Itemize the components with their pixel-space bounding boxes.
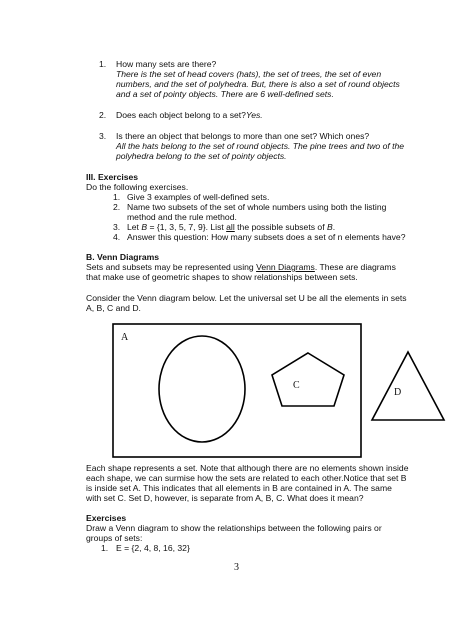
q1-question: How many sets are there? [116, 59, 217, 69]
exercise-2-text-cont: method and the rule method. [127, 212, 237, 222]
explanation-line-4: with set C. Set D, however, is separate from A, B, C. What does it mean? [86, 493, 364, 503]
exercise-3-number: 3. [113, 222, 121, 232]
venn-intro-line-2: that make use of geometric shapes to show relationships between sets. [86, 272, 358, 282]
q1-answer-line-1: There is the set of head covers (hats), the set of trees, the set of even [116, 69, 382, 79]
exercise-2-text: Name two subsets of the set of whole numbers using both the listing [127, 202, 387, 212]
exercise-1-text: Give 3 examples of well-defined sets. [127, 192, 270, 202]
set-c-pentagon [272, 353, 344, 406]
exercises-b-intro-1: Draw a Venn diagram to show the relationships between the following pairs or [86, 523, 382, 533]
q1-answer-line-3: and a set of pointy objects. There are 6 well-defined sets. [116, 89, 334, 99]
page-number: 3 [234, 562, 239, 573]
exercise-1-number: 1. [113, 192, 121, 202]
exercise-2-number: 2. [113, 202, 121, 212]
venn-intro-post: . These are diagrams [314, 262, 396, 272]
exercise-3-underlined: all [226, 222, 235, 232]
q3-number: 3. [99, 131, 107, 141]
q2-number: 2. [99, 110, 107, 120]
consider-line-1: Consider the Venn diagram below. Let the universal set U be all the elements in sets [86, 293, 407, 303]
exercises-heading: III. Exercises [86, 172, 139, 182]
venn-diagrams-term: Venn Diagrams [256, 262, 315, 272]
exercise-3-var2: B [326, 222, 333, 232]
set-a-label: A [121, 332, 129, 343]
q3-answer-line-2: polyhedra belong to the set of pointy objects. [116, 151, 287, 161]
exercise-4-text: Answer this question: How many subsets does a set of n elements have? [127, 232, 406, 242]
venn-heading: B. Venn Diagrams [86, 252, 160, 262]
set-d-triangle [372, 352, 444, 420]
explanation-line-2: each shape, we can surmise how the sets are related to each other.Notice that set B [86, 473, 407, 483]
q3-answer-line-1: All the hats belong to the set of round objects. The pine trees and two of the [116, 141, 405, 151]
exercises-b-heading: Exercises [86, 513, 127, 523]
exercise-3-end: . [332, 222, 336, 232]
set-b-circle [159, 336, 245, 442]
venn-intro-pre: Sets and subsets may be represented using [86, 262, 257, 272]
universal-set-rect [113, 324, 361, 457]
exercises-b-item-1-number: 1. [101, 543, 109, 553]
explanation-line-1: Each shape represents a set. Note that although there are no elements shown inside [86, 463, 409, 473]
exercise-3-var: B [141, 222, 148, 232]
q1-number: 1. [99, 59, 107, 69]
exercise-3-mid: = {1, 3, 5, 7, 9}. List [147, 222, 227, 232]
exercises-b-intro-2: groups of sets: [86, 533, 143, 543]
exercises-b-item-1-text: E = {2, 4, 8, 16, 32} [116, 543, 190, 553]
q2-answer: Yes. [245, 110, 263, 120]
consider-line-2: A, B, C and D. [86, 303, 141, 313]
q3-question: Is there an object that belongs to more than one set? Which ones? [116, 131, 370, 141]
set-c-label: C [293, 380, 300, 391]
q2-question: Does each object belong to a set? [116, 110, 246, 120]
set-d-label: D [394, 387, 402, 398]
q1-answer-line-2: numbers, and the set of polyhedra. But, there is also a set of round objects [116, 79, 400, 89]
exercises-intro: Do the following exercises. [86, 182, 189, 192]
exercise-3-pre: Let [127, 222, 142, 232]
explanation-line-3: is inside set A. This indicates that all elements in B are contained in A. The same [86, 483, 392, 493]
exercise-3-post: the possible subsets of [234, 222, 327, 232]
exercise-4-number: 4. [113, 232, 121, 242]
